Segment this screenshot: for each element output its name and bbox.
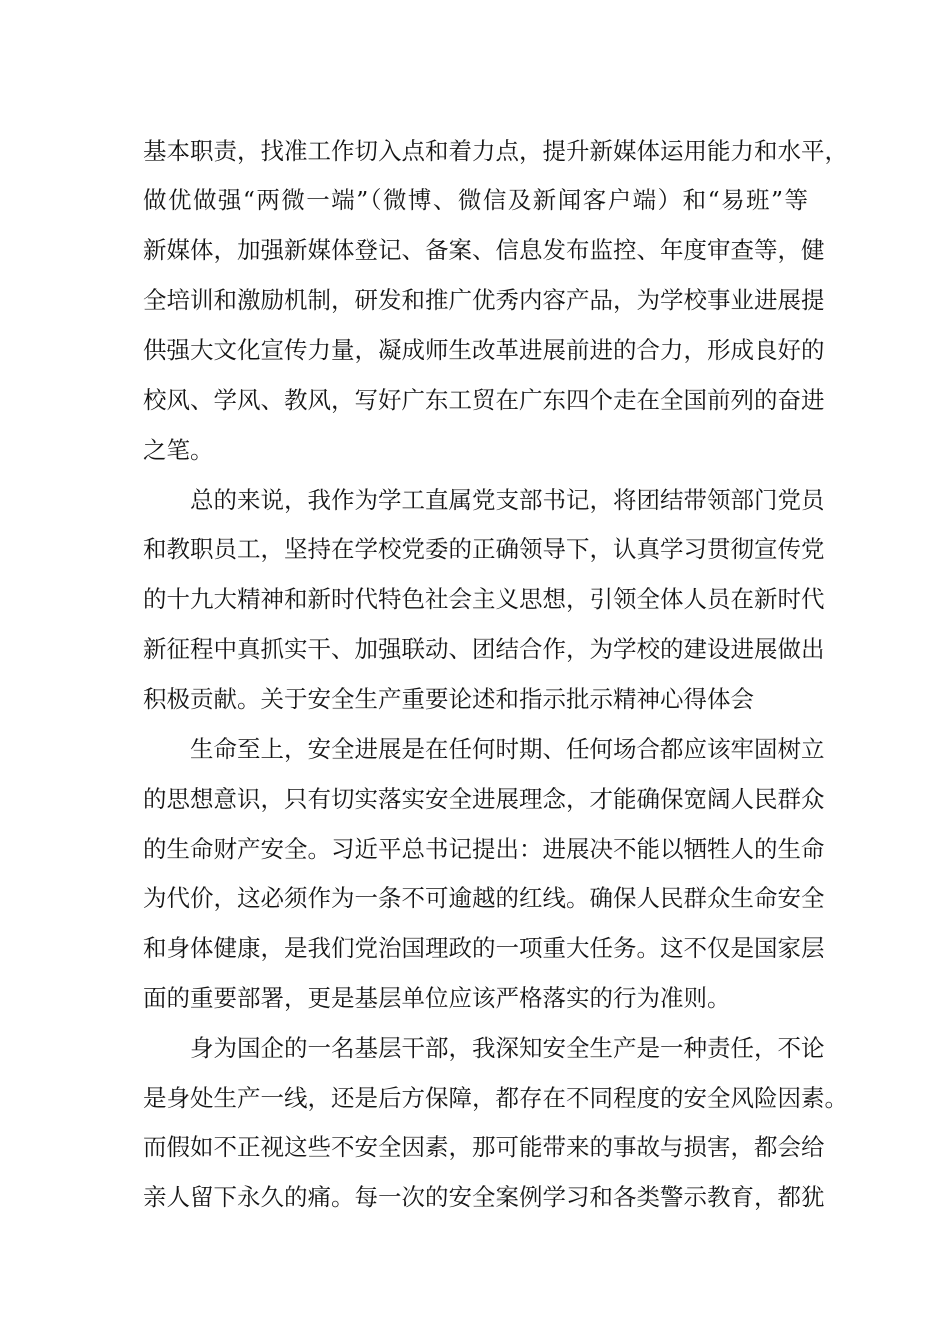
text-line: 为代价，这必须作为一条不可逾越的红线。确保人民群众生命安全 [143,884,825,912]
text-line: 基本职责，找准工作切入点和着力点，提升新媒体运用能力和水平， [143,137,848,165]
paragraph-first-line: 总的来说，我作为学工直属党支部书记，将团结带领部门党员 [190,486,825,514]
text-line: 校风、学风、教风，写好广东工贸在广东四个走在全国前列的奋进 [143,386,825,414]
text-line: 的生命财产安全。习近平总书记提出：进展决不能以牺牲人的生命 [143,835,825,863]
text-line: 面的重要部署，更是基层单位应该严格落实的行为准则。 [143,984,731,1012]
text-line: 和教职员工，坚持在学校党委的正确领导下，认真学习贯彻宣传党 [143,535,825,563]
text-line: 而假如不正视这些不安全因素，那可能带来的事故与损害，都会给 [143,1133,825,1161]
text-line: 供强大文化宣传力量，凝成师生改革进展前进的合力，形成良好的 [143,336,825,364]
text-line: 的思想意识，只有切实落实安全进展理念，才能确保宽阔人民群众 [143,785,825,813]
text-line: 之笔。 [143,436,214,464]
text-line: 亲人留下永久的痛。每一次的安全案例学习和各类警示教育，都犹 [143,1183,825,1211]
text-line: 积极贡献。关于安全生产重要论述和指示批示精神心得体会 [143,685,754,713]
paragraph-first-line: 生命至上，安全进展是在任何时期、任何场合都应该牢固树立 [190,735,825,763]
text-line: 新征程中真抓实干、加强联动、团结合作，为学校的建设进展做出 [143,635,825,663]
text-line: 的十九大精神和新时代特色社会主义思想，引领全体人员在新时代 [143,585,825,613]
text-line: 全培训和激励机制，研发和推广优秀内容产品，为学校事业进展提 [143,286,825,314]
paragraph-first-line: 身为国企的一名基层干部，我深知安全生产是一种责任，不论 [190,1034,825,1062]
text-line: 是身处生产一线，还是后方保障，都存在不同程度的安全风险因素。 [143,1084,848,1112]
text-line: 和身体健康，是我们党治国理政的一项重大任务。这不仅是国家层 [143,934,825,962]
text-line: 做优做强“两微一端”（微博、微信及新闻客户端）和“易班”等 [143,186,808,214]
text-line: 新媒体，加强新媒体登记、备案、信息发布监控、年度审查等，健 [143,236,825,264]
